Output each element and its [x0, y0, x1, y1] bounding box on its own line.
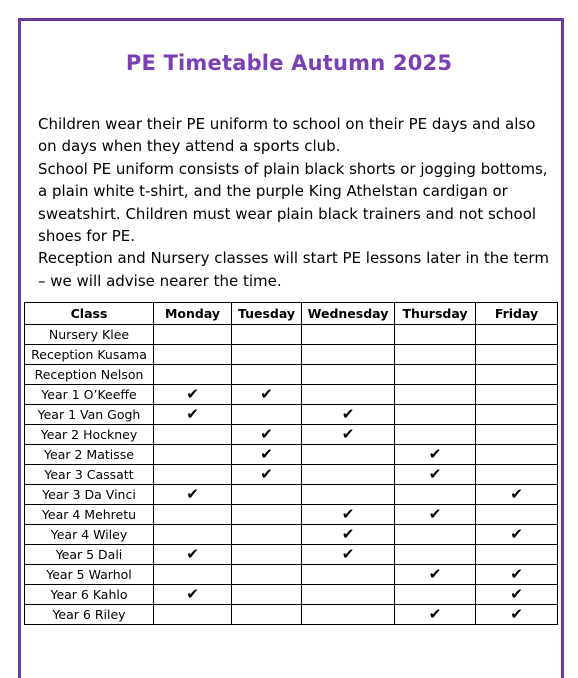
class-name-cell: Year 1 O’Keeffe	[25, 385, 154, 405]
tick-icon: ✔	[395, 445, 476, 465]
table-row	[25, 365, 558, 385]
empty-day-cell	[154, 525, 232, 545]
tick-icon: ✔	[395, 465, 476, 485]
intro-paragraph-uniform-items: School PE uniform consists of plain black shorts or jogging bottoms, a plain white t-shirt, and the purple King Athelstan cardigan or sweatshirt. Children must wear plain black trainers and not school shoes for PE.	[38, 159, 548, 246]
class-name-cell: Year 4 Wiley	[25, 525, 154, 545]
empty-day-cell	[395, 545, 476, 565]
empty-day-cell	[476, 365, 558, 385]
tick-icon: ✔	[232, 425, 302, 445]
tick-icon: ✔	[302, 525, 395, 545]
table-row	[25, 385, 558, 405]
empty-day-cell	[302, 585, 395, 605]
header-thursday: Thursday	[395, 303, 476, 325]
empty-day-cell	[395, 365, 476, 385]
tick-icon: ✔	[395, 505, 476, 525]
table-header-row	[25, 303, 558, 325]
class-name-cell: Nursery Klee	[25, 325, 154, 345]
tick-icon: ✔	[476, 605, 558, 625]
empty-day-cell	[302, 605, 395, 625]
empty-day-cell	[395, 525, 476, 545]
empty-day-cell	[476, 325, 558, 345]
empty-day-cell	[476, 345, 558, 365]
tick-icon: ✔	[302, 545, 395, 565]
class-name-cell: Reception Kusama	[25, 345, 154, 365]
empty-day-cell	[302, 325, 395, 345]
pe-timetable	[24, 302, 558, 625]
empty-day-cell	[395, 325, 476, 345]
empty-day-cell	[395, 425, 476, 445]
table-row	[25, 525, 558, 545]
empty-day-cell	[395, 385, 476, 405]
tick-icon: ✔	[395, 565, 476, 585]
table-row	[25, 425, 558, 445]
tick-icon: ✔	[154, 385, 232, 405]
empty-day-cell	[154, 445, 232, 465]
class-name-cell: Year 3 Da Vinci	[25, 485, 154, 505]
intro-paragraph-reception-nursery: Reception and Nursery classes will start PE lessons later in the term – we will advise nearer the time.	[38, 249, 549, 290]
empty-day-cell	[232, 565, 302, 585]
empty-day-cell	[395, 585, 476, 605]
empty-day-cell	[476, 405, 558, 425]
header-friday: Friday	[476, 303, 558, 325]
tick-icon: ✔	[154, 545, 232, 565]
tick-icon: ✔	[154, 405, 232, 425]
table-row	[25, 565, 558, 585]
tick-icon: ✔	[302, 425, 395, 445]
table-row	[25, 445, 558, 465]
empty-day-cell	[476, 505, 558, 525]
class-name-cell: Year 5 Warhol	[25, 565, 154, 585]
class-name-cell: Year 6 Kahlo	[25, 585, 154, 605]
empty-day-cell	[232, 585, 302, 605]
empty-day-cell	[302, 465, 395, 485]
tick-icon: ✔	[476, 565, 558, 585]
table-row	[25, 505, 558, 525]
class-name-cell: Year 2 Matisse	[25, 445, 154, 465]
header-monday: Monday	[154, 303, 232, 325]
table-row	[25, 325, 558, 345]
empty-day-cell	[232, 325, 302, 345]
empty-day-cell	[232, 405, 302, 425]
tick-icon: ✔	[232, 465, 302, 485]
empty-day-cell	[302, 485, 395, 505]
empty-day-cell	[395, 405, 476, 425]
empty-day-cell	[232, 345, 302, 365]
tick-icon: ✔	[476, 585, 558, 605]
empty-day-cell	[232, 605, 302, 625]
empty-day-cell	[232, 485, 302, 505]
tick-icon: ✔	[476, 485, 558, 505]
tick-icon: ✔	[232, 445, 302, 465]
class-name-cell: Year 1 Van Gogh	[25, 405, 154, 425]
table-row	[25, 585, 558, 605]
empty-day-cell	[154, 565, 232, 585]
tick-icon: ✔	[154, 585, 232, 605]
intro-text	[38, 113, 550, 292]
tick-icon: ✔	[476, 525, 558, 545]
tick-icon: ✔	[395, 605, 476, 625]
table-row	[25, 465, 558, 485]
table-row	[25, 405, 558, 425]
header-wednesday: Wednesday	[302, 303, 395, 325]
empty-day-cell	[154, 325, 232, 345]
empty-day-cell	[476, 425, 558, 445]
empty-day-cell	[232, 365, 302, 385]
empty-day-cell	[302, 385, 395, 405]
empty-day-cell	[232, 525, 302, 545]
empty-day-cell	[232, 505, 302, 525]
header-class: Class	[25, 303, 154, 325]
empty-day-cell	[476, 385, 558, 405]
empty-day-cell	[154, 605, 232, 625]
table-row	[25, 545, 558, 565]
header-tuesday: Tuesday	[232, 303, 302, 325]
empty-day-cell	[154, 425, 232, 445]
empty-day-cell	[154, 365, 232, 385]
table-row	[25, 605, 558, 625]
class-name-cell: Year 2 Hockney	[25, 425, 154, 445]
intro-paragraph-uniform-days: Children wear their PE uniform to school on their PE days and also on days when they attend a sports club.	[38, 115, 536, 156]
tick-icon: ✔	[154, 485, 232, 505]
empty-day-cell	[476, 545, 558, 565]
empty-day-cell	[395, 485, 476, 505]
class-name-cell: Year 5 Dali	[25, 545, 154, 565]
empty-day-cell	[154, 345, 232, 365]
table-row	[25, 345, 558, 365]
class-name-cell: Year 4 Mehretu	[25, 505, 154, 525]
empty-day-cell	[154, 465, 232, 485]
empty-day-cell	[302, 445, 395, 465]
empty-day-cell	[476, 465, 558, 485]
tick-icon: ✔	[302, 505, 395, 525]
empty-day-cell	[154, 505, 232, 525]
tick-icon: ✔	[232, 385, 302, 405]
class-name-cell: Year 6 Riley	[25, 605, 154, 625]
page-title: PE Timetable Autumn 2025	[125, 51, 453, 75]
empty-day-cell	[232, 545, 302, 565]
empty-day-cell	[302, 345, 395, 365]
class-name-cell: Reception Nelson	[25, 365, 154, 385]
empty-day-cell	[302, 565, 395, 585]
table-row	[25, 485, 558, 505]
empty-day-cell	[476, 445, 558, 465]
empty-day-cell	[302, 365, 395, 385]
tick-icon: ✔	[302, 405, 395, 425]
class-name-cell: Year 3 Cassatt	[25, 465, 154, 485]
empty-day-cell	[395, 345, 476, 365]
